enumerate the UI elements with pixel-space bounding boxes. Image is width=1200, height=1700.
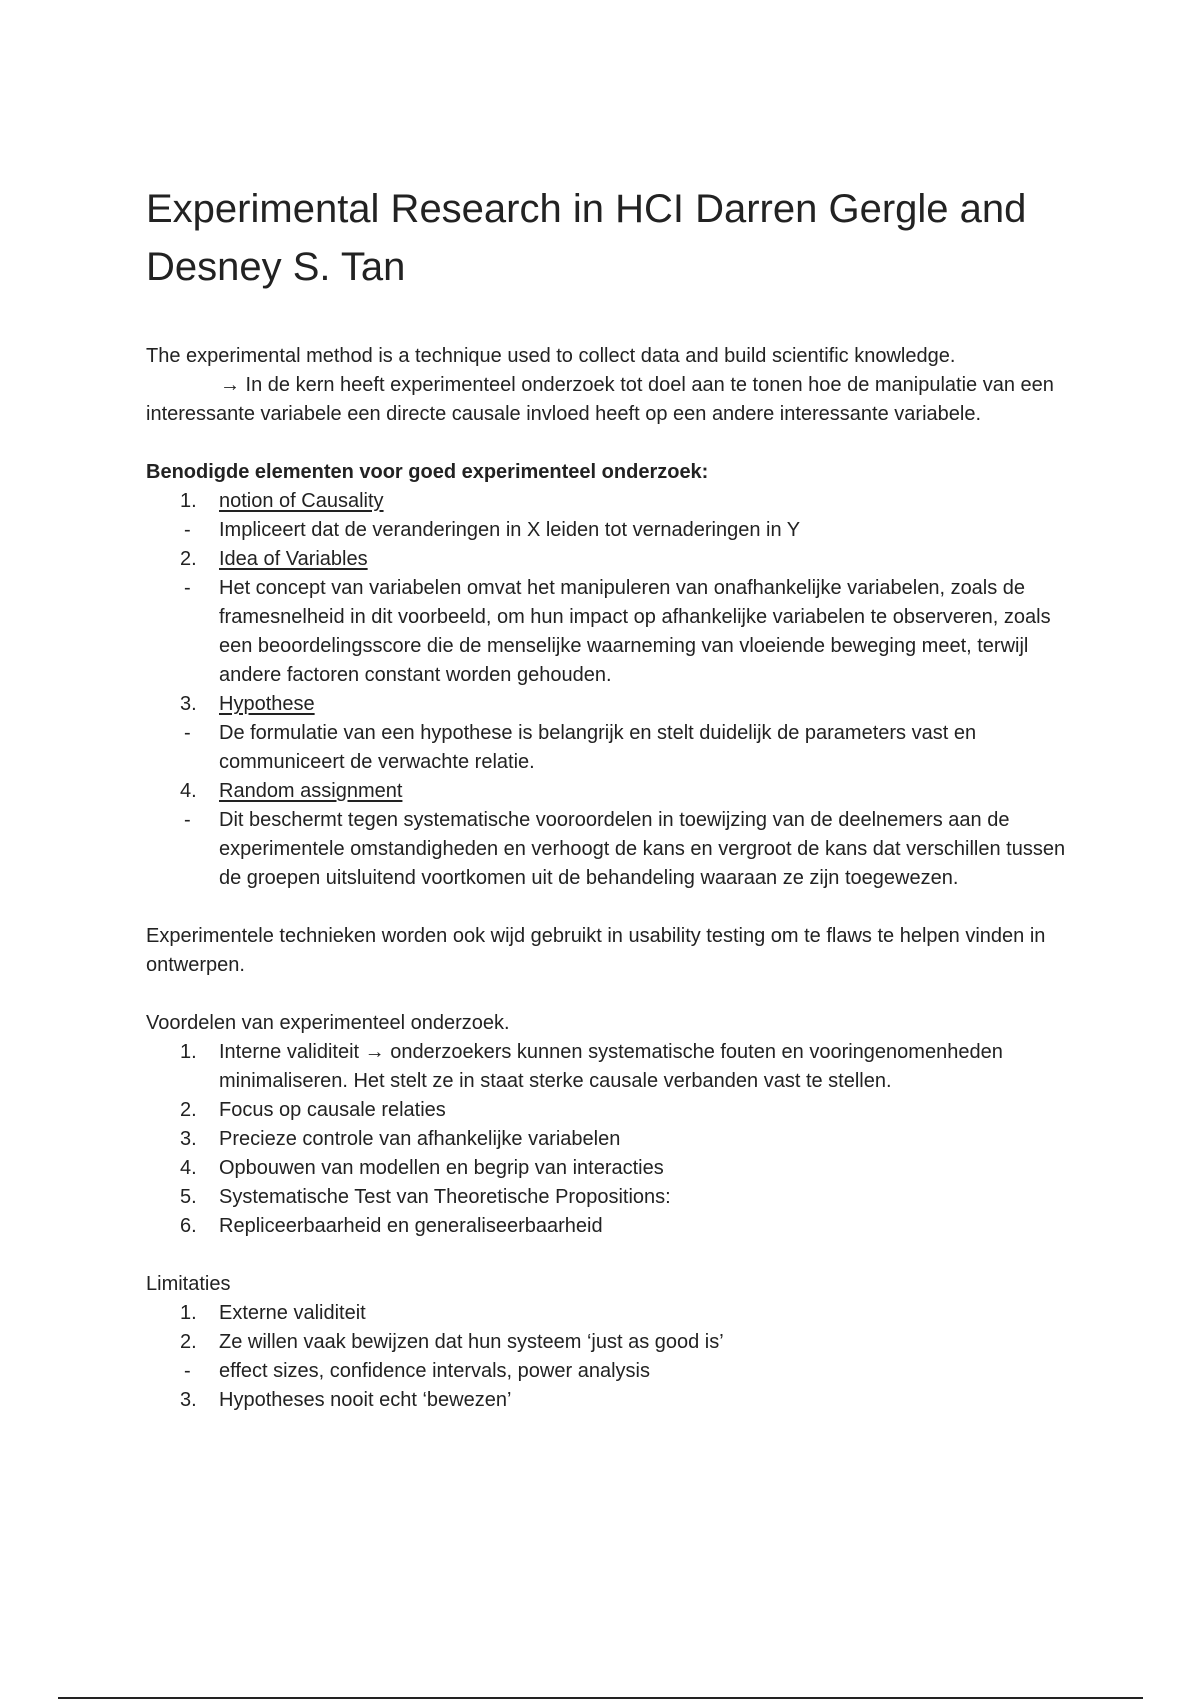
list-number: 1. (180, 490, 197, 512)
list-number: 2. (180, 1099, 197, 1121)
sub-list-item: - Dit beschermt tegen systematische vooroordelen in toewijzing van de deelnemers aan de experimentele omstandigheden en verhoogt de kans en vergroot de kans dat verschillen tussen de groepen uitsluitend voortkomen uit de behandeling waaraan ze zijn toegewezen. (146, 806, 1066, 893)
dash-bullet: - (184, 809, 191, 831)
sub-list-item: - Het concept van variabelen omvat het manipuleren van onafhankelijke variabelen, zoals de framesnelheid in dit voorbeeld, om hun impact op afhankelijke variabelen te observeren, zoals een beoordelingsscore die de menselijke waarneming van vloeiende beweging meet, terwijl andere factoren constant worden gehouden. (146, 574, 1066, 690)
elements-list (146, 487, 1066, 893)
list-item: 4. Opbouwen van modellen en begrip van interacties (146, 1154, 1066, 1183)
list-item: 2. Ze willen vaak bewijzen dat hun systeem ‘just as good is’ (146, 1328, 1066, 1357)
sub-list (146, 806, 1066, 893)
list-item: 1. Interne validiteit → onderzoekers kunnen systematische fouten en vooringenomenheden minimaliseren. Het stelt ze in staat sterke causale verbanden vast te stellen. (146, 1038, 1066, 1096)
list-number: 4. (180, 1157, 197, 1179)
limitations-list (146, 1299, 1066, 1415)
list-item: 3. Hypotheses nooit echt ‘bewezen’ (146, 1386, 1066, 1415)
list-item (146, 487, 1066, 516)
advantages-heading: Voordelen van experimenteel onderzoek. (146, 1012, 510, 1034)
document-page (146, 180, 1066, 1415)
sub-list (146, 516, 1066, 545)
intro-line-2: → In de kern heeft experimenteel onderzoek tot doel aan te tonen hoe de manipulatie van een interessante variabele een directe causale invloed heeft op een andere interessante variabele. (146, 374, 1054, 425)
page-bottom-rule (58, 1697, 1143, 1699)
dash-bullet: - (184, 519, 191, 541)
list-number: 3. (180, 693, 197, 715)
list-item: 1. Externe validiteit (146, 1299, 1066, 1328)
advantages-list (146, 1038, 1066, 1241)
list-item (146, 545, 1066, 574)
list-number: 1. (180, 1041, 197, 1063)
list-item-label: Hypothese (219, 693, 315, 715)
list-number: 5. (180, 1186, 197, 1208)
list-item: 6. Repliceerbaarheid en generaliseerbaarheid (146, 1212, 1066, 1241)
list-number: 3. (180, 1389, 197, 1411)
sub-list (146, 719, 1066, 777)
list-item (146, 777, 1066, 806)
list-item: 2. Focus op causale relaties (146, 1096, 1066, 1125)
list-item-label: Idea of Variables (219, 548, 368, 570)
sub-list-item: - De formulatie van een hypothese is belangrijk en stelt duidelijk de parameters vast en communiceert de verwachte relatie. (146, 719, 1066, 777)
list-item: 5. Systematische Test van Theoretische Propositions: (146, 1183, 1066, 1212)
list-item-label: Random assignment (219, 780, 403, 802)
list-item: 3. Precieze controle van afhankelijke variabelen (146, 1125, 1066, 1154)
list-number: 2. (180, 548, 197, 570)
limitations-heading: Limitaties (146, 1273, 231, 1295)
dash-bullet: - (184, 722, 191, 744)
elements-heading: Benodigde elementen voor goed experimenteel onderzoek: (146, 461, 709, 483)
dash-bullet: - (184, 577, 191, 599)
intro-line-1: The experimental method is a technique used to collect data and build scientific knowledge. (146, 345, 956, 367)
list-item-label: notion of Causality (219, 490, 384, 512)
list-number: 1. (180, 1302, 197, 1324)
list-number: 2. (180, 1331, 197, 1353)
page-title: Experimental Research in HCI Darren Gergle and Desney S. Tan (146, 187, 1027, 289)
dash-bullet: - (184, 1360, 191, 1382)
usability-paragraph: Experimentele technieken worden ook wijd gebruikt in usability testing om te flaws te helpen vinden in ontwerpen. (146, 925, 1046, 976)
list-item (146, 690, 1066, 719)
sub-list-item: - Impliceert dat de veranderingen in X leiden tot vernaderingen in Y (146, 516, 1066, 545)
sub-list (146, 574, 1066, 690)
list-number: 4. (180, 780, 197, 802)
list-number: 6. (180, 1215, 197, 1237)
sub-list-item: - effect sizes, confidence intervals, power analysis (146, 1357, 1066, 1386)
list-number: 3. (180, 1128, 197, 1150)
sub-list (146, 1357, 1066, 1386)
